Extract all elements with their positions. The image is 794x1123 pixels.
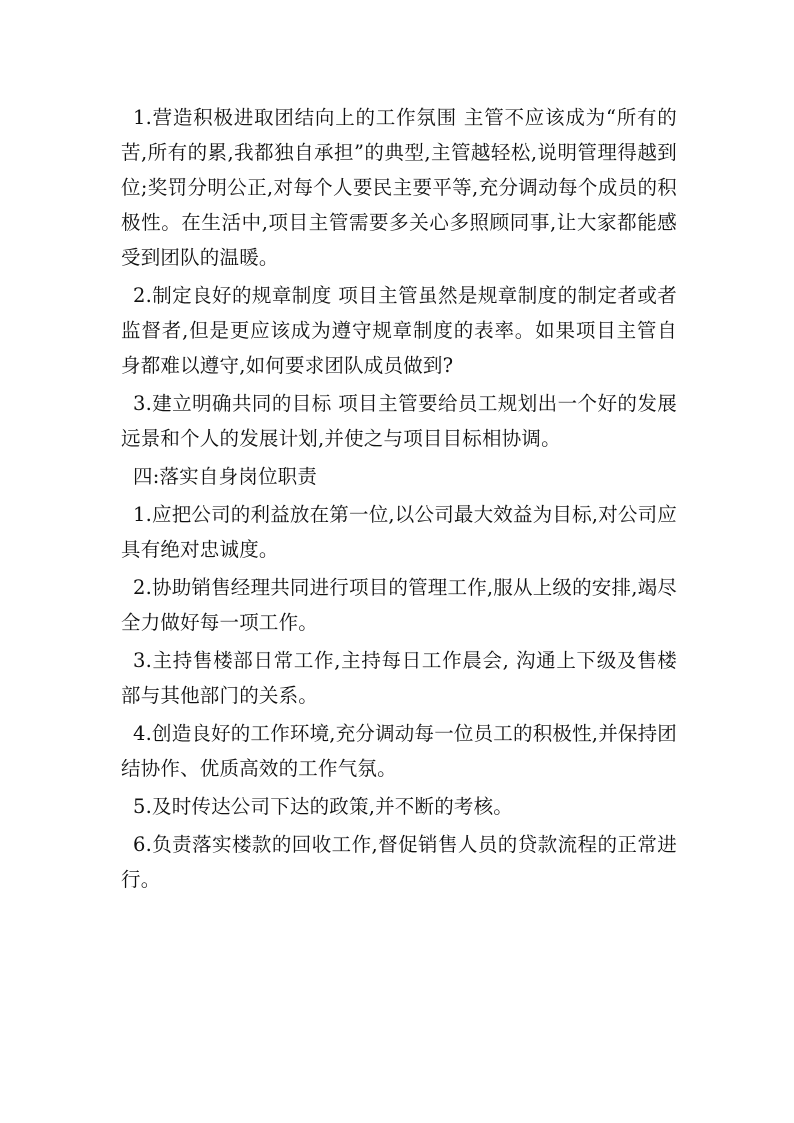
list-item-company-interest: 1.应把公司的利益放在第一位,以公司最大效益为目标,对公司应具有绝对忠诚度。	[121, 503, 678, 561]
list-item-payment-collection: 6.负责落实楼款的回收工作,督促销售人员的贷款流程的正常进行。	[121, 833, 677, 891]
section-heading-job-duties: 四:落实自身岗位职责	[133, 465, 318, 488]
document-body	[121, 100, 677, 900]
list-item-policy-communication: 5.及时传达公司下达的政策,并不断的考核。	[133, 795, 514, 818]
paragraph-common-goal: 3.建立明确共同的目标 项目主管要给员工规划出一个好的发展远景和个人的发展计划,并使之与项目目标相协调。	[121, 392, 677, 450]
list-item-work-environment: 4.创造良好的工作环境,充分调动每一位员工的积极性,并保持团结协作、优质高效的工作气氛。	[121, 722, 678, 780]
paragraph-rules-and-regulations: 2.制定良好的规章制度 项目主管虽然是规章制度的制定者或者监督者,但是更应该成为遵守规章制度的表率。如果项目主管自身都难以遵守,如何要求团队成员做到?	[121, 284, 677, 377]
list-item-daily-work: 3.主持售楼部日常工作,主持每日工作晨会, 沟通上下级及售楼部与其他部门的关系。	[121, 649, 677, 707]
list-item-assist-manager: 2.协助销售经理共同进行项目的管理工作,服从上级的安排,竭尽全力做好每一项工作。	[121, 576, 678, 634]
paragraph-work-atmosphere: 1.营造积极进取团结向上的工作氛围 主管不应该成为“所有的苦,所有的累,我都独自承担”的典型,主管越轻松,说明管理得越到位;奖罚分明公正,对每个人要民主要平等,充分调动每个成员的积极性。在生活中,项目主管需要多关心多照顾同事,让大家都能感受到团队的温暖。	[121, 106, 677, 269]
